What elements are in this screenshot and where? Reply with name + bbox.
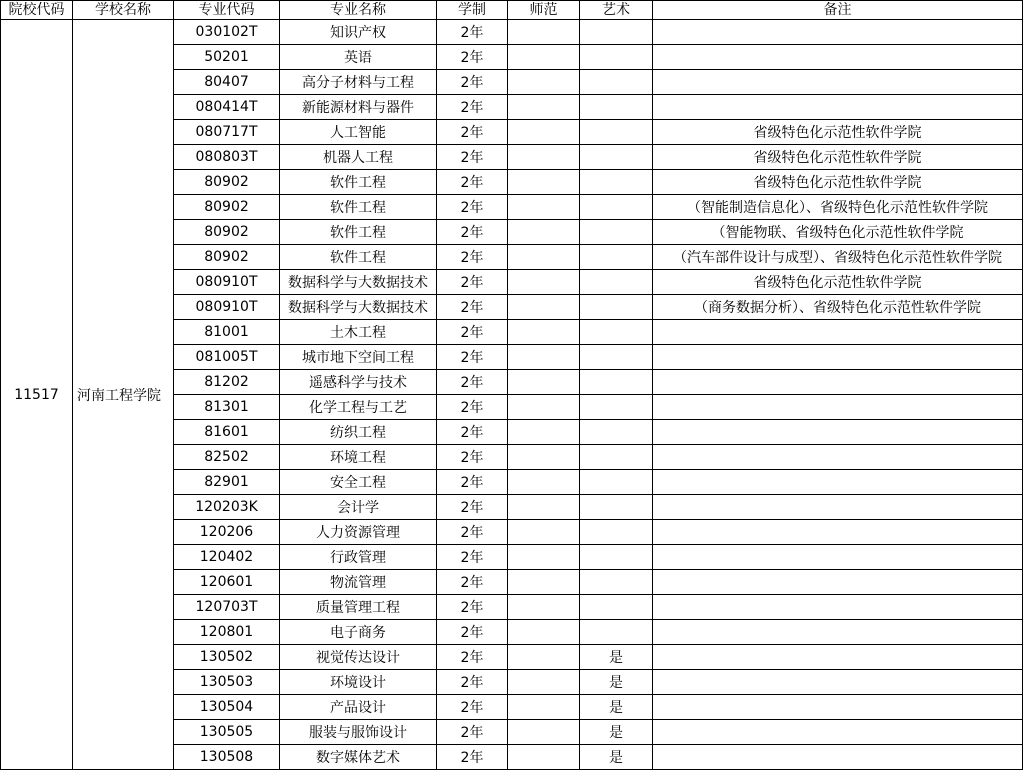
note-cell: 省级特色化示范性软件学院: [653, 120, 1023, 145]
major-code-cell: 81601: [174, 420, 280, 445]
art-cell: [580, 545, 653, 570]
note-cell: [653, 370, 1023, 395]
header-major-code: 专业代码: [174, 1, 280, 20]
major-code-cell: 130508: [174, 745, 280, 770]
duration-cell: 2年: [437, 670, 508, 695]
major-name-cell: 软件工程: [280, 220, 437, 245]
note-cell: [653, 395, 1023, 420]
major-code-cell: 120703T: [174, 595, 280, 620]
major-name-cell: 土木工程: [280, 320, 437, 345]
major-code-cell: 81001: [174, 320, 280, 345]
duration-cell: 2年: [437, 195, 508, 220]
duration-cell: 2年: [437, 395, 508, 420]
duration-cell: 2年: [437, 595, 508, 620]
major-name-cell: 数字媒体艺术: [280, 745, 437, 770]
duration-cell: 2年: [437, 470, 508, 495]
table-header: [1, 1, 1023, 20]
duration-cell: 2年: [437, 245, 508, 270]
normal-cell: [508, 220, 580, 245]
duration-cell: 2年: [437, 720, 508, 745]
header-normal: 师范: [508, 1, 580, 20]
major-code-cell: 080910T: [174, 295, 280, 320]
note-cell: （商务数据分析）、省级特色化示范性软件学院: [653, 295, 1023, 320]
normal-cell: [508, 520, 580, 545]
duration-cell: 2年: [437, 495, 508, 520]
art-cell: [580, 520, 653, 545]
normal-cell: [508, 20, 580, 45]
major-code-cell: 81301: [174, 395, 280, 420]
major-name-cell: 软件工程: [280, 195, 437, 220]
normal-cell: [508, 395, 580, 420]
major-code-cell: 080803T: [174, 145, 280, 170]
duration-cell: 2年: [437, 70, 508, 95]
duration-cell: 2年: [437, 545, 508, 570]
major-name-cell: 视觉传达设计: [280, 645, 437, 670]
normal-cell: [508, 570, 580, 595]
art-cell: [580, 95, 653, 120]
major-name-cell: 知识产权: [280, 20, 437, 45]
header-school-name: 学校名称: [73, 1, 174, 20]
duration-cell: 2年: [437, 420, 508, 445]
note-cell: [653, 470, 1023, 495]
major-code-cell: 82901: [174, 470, 280, 495]
school-name-cell: 河南工程学院: [73, 20, 174, 770]
normal-cell: [508, 270, 580, 295]
major-name-cell: 产品设计: [280, 695, 437, 720]
header-duration: 学制: [437, 1, 508, 20]
normal-cell: [508, 470, 580, 495]
major-name-cell: 数据科学与大数据技术: [280, 295, 437, 320]
major-code-cell: 80902: [174, 170, 280, 195]
note-cell: [653, 595, 1023, 620]
major-name-cell: 电子商务: [280, 620, 437, 645]
normal-cell: [508, 445, 580, 470]
major-name-cell: 人工智能: [280, 120, 437, 145]
normal-cell: [508, 95, 580, 120]
art-cell: 是: [580, 720, 653, 745]
duration-cell: 2年: [437, 345, 508, 370]
major-code-cell: 50201: [174, 45, 280, 70]
art-cell: 是: [580, 695, 653, 720]
note-cell: （智能物联、省级特色化示范性软件学院: [653, 220, 1023, 245]
normal-cell: [508, 670, 580, 695]
duration-cell: 2年: [437, 95, 508, 120]
header-note: 备注: [653, 1, 1023, 20]
duration-cell: 2年: [437, 20, 508, 45]
normal-cell: [508, 170, 580, 195]
header-school-code: 院校代码: [1, 1, 73, 20]
major-name-cell: 人力资源管理: [280, 520, 437, 545]
major-name-cell: 城市地下空间工程: [280, 345, 437, 370]
art-cell: [580, 295, 653, 320]
art-cell: [580, 20, 653, 45]
art-cell: [580, 320, 653, 345]
normal-cell: [508, 120, 580, 145]
major-code-cell: 81202: [174, 370, 280, 395]
major-name-cell: 软件工程: [280, 170, 437, 195]
art-cell: 是: [580, 745, 653, 770]
normal-cell: [508, 145, 580, 170]
art-cell: 是: [580, 645, 653, 670]
major-name-cell: 纺织工程: [280, 420, 437, 445]
table-body: [1, 20, 1023, 770]
art-cell: [580, 170, 653, 195]
major-name-cell: 数据科学与大数据技术: [280, 270, 437, 295]
duration-cell: 2年: [437, 145, 508, 170]
normal-cell: [508, 70, 580, 95]
art-cell: [580, 245, 653, 270]
normal-cell: [508, 320, 580, 345]
art-cell: [580, 470, 653, 495]
normal-cell: [508, 45, 580, 70]
normal-cell: [508, 720, 580, 745]
normal-cell: [508, 370, 580, 395]
note-cell: [653, 570, 1023, 595]
major-code-cell: 120402: [174, 545, 280, 570]
note-cell: 省级特色化示范性软件学院: [653, 270, 1023, 295]
normal-cell: [508, 345, 580, 370]
major-code-cell: 80902: [174, 245, 280, 270]
art-cell: [580, 70, 653, 95]
note-cell: [653, 320, 1023, 345]
major-code-cell: 80902: [174, 220, 280, 245]
note-cell: [653, 20, 1023, 45]
normal-cell: [508, 695, 580, 720]
art-cell: [580, 145, 653, 170]
major-name-cell: 高分子材料与工程: [280, 70, 437, 95]
duration-cell: 2年: [437, 445, 508, 470]
duration-cell: 2年: [437, 520, 508, 545]
duration-cell: 2年: [437, 645, 508, 670]
header-major-name: 专业名称: [280, 1, 437, 20]
duration-cell: 2年: [437, 745, 508, 770]
art-cell: [580, 445, 653, 470]
major-code-cell: 130503: [174, 670, 280, 695]
note-cell: [653, 620, 1023, 645]
normal-cell: [508, 195, 580, 220]
major-name-cell: 行政管理: [280, 545, 437, 570]
normal-cell: [508, 745, 580, 770]
normal-cell: [508, 495, 580, 520]
header-row: [1, 1, 1023, 20]
art-cell: [580, 620, 653, 645]
major-name-cell: 物流管理: [280, 570, 437, 595]
art-cell: 是: [580, 670, 653, 695]
note-cell: [653, 720, 1023, 745]
art-cell: [580, 120, 653, 145]
normal-cell: [508, 295, 580, 320]
major-code-cell: 130505: [174, 720, 280, 745]
table-row: [1, 20, 1023, 45]
major-code-cell: 080414T: [174, 95, 280, 120]
duration-cell: 2年: [437, 570, 508, 595]
note-cell: 省级特色化示范性软件学院: [653, 170, 1023, 195]
normal-cell: [508, 645, 580, 670]
major-code-cell: 80902: [174, 195, 280, 220]
major-code-cell: 130502: [174, 645, 280, 670]
art-cell: [580, 495, 653, 520]
note-cell: [653, 520, 1023, 545]
duration-cell: 2年: [437, 695, 508, 720]
major-code-cell: 120801: [174, 620, 280, 645]
art-cell: [580, 370, 653, 395]
major-name-cell: 英语: [280, 45, 437, 70]
note-cell: [653, 345, 1023, 370]
normal-cell: [508, 245, 580, 270]
major-name-cell: 服装与服饰设计: [280, 720, 437, 745]
art-cell: [580, 195, 653, 220]
major-code-cell: 80407: [174, 70, 280, 95]
major-name-cell: 软件工程: [280, 245, 437, 270]
normal-cell: [508, 595, 580, 620]
note-cell: [653, 45, 1023, 70]
major-code-cell: 120206: [174, 520, 280, 545]
normal-cell: [508, 420, 580, 445]
art-cell: [580, 270, 653, 295]
major-name-cell: 新能源材料与器件: [280, 95, 437, 120]
note-cell: [653, 420, 1023, 445]
note-cell: [653, 670, 1023, 695]
duration-cell: 2年: [437, 270, 508, 295]
duration-cell: 2年: [437, 620, 508, 645]
header-art: 艺术: [580, 1, 653, 20]
normal-cell: [508, 620, 580, 645]
art-cell: [580, 45, 653, 70]
note-cell: （汽车部件设计与成型）、省级特色化示范性软件学院: [653, 245, 1023, 270]
major-code-cell: 080717T: [174, 120, 280, 145]
duration-cell: 2年: [437, 220, 508, 245]
major-code-cell: 120601: [174, 570, 280, 595]
art-cell: [580, 595, 653, 620]
major-name-cell: 质量管理工程: [280, 595, 437, 620]
note-cell: [653, 70, 1023, 95]
art-cell: [580, 395, 653, 420]
major-name-cell: 机器人工程: [280, 145, 437, 170]
art-cell: [580, 570, 653, 595]
note-cell: [653, 645, 1023, 670]
note-cell: [653, 545, 1023, 570]
major-name-cell: 遥感科学与技术: [280, 370, 437, 395]
note-cell: [653, 95, 1023, 120]
major-name-cell: 会计学: [280, 495, 437, 520]
note-cell: （智能制造信息化）、省级特色化示范性软件学院: [653, 195, 1023, 220]
major-code-cell: 82502: [174, 445, 280, 470]
duration-cell: 2年: [437, 170, 508, 195]
major-name-cell: 环境设计: [280, 670, 437, 695]
normal-cell: [508, 545, 580, 570]
major-code-cell: 081005T: [174, 345, 280, 370]
art-cell: [580, 220, 653, 245]
major-code-cell: 080910T: [174, 270, 280, 295]
art-cell: [580, 420, 653, 445]
major-code-cell: 130504: [174, 695, 280, 720]
duration-cell: 2年: [437, 370, 508, 395]
note-cell: [653, 445, 1023, 470]
duration-cell: 2年: [437, 120, 508, 145]
note-cell: [653, 495, 1023, 520]
art-cell: [580, 345, 653, 370]
major-code-cell: 120203K: [174, 495, 280, 520]
note-cell: [653, 695, 1023, 720]
duration-cell: 2年: [437, 45, 508, 70]
major-name-cell: 化学工程与工艺: [280, 395, 437, 420]
note-cell: [653, 745, 1023, 770]
school-code-cell: 11517: [1, 20, 73, 770]
duration-cell: 2年: [437, 320, 508, 345]
major-code-cell: 030102T: [174, 20, 280, 45]
major-name-cell: 安全工程: [280, 470, 437, 495]
note-cell: 省级特色化示范性软件学院: [653, 145, 1023, 170]
major-name-cell: 环境工程: [280, 445, 437, 470]
duration-cell: 2年: [437, 295, 508, 320]
